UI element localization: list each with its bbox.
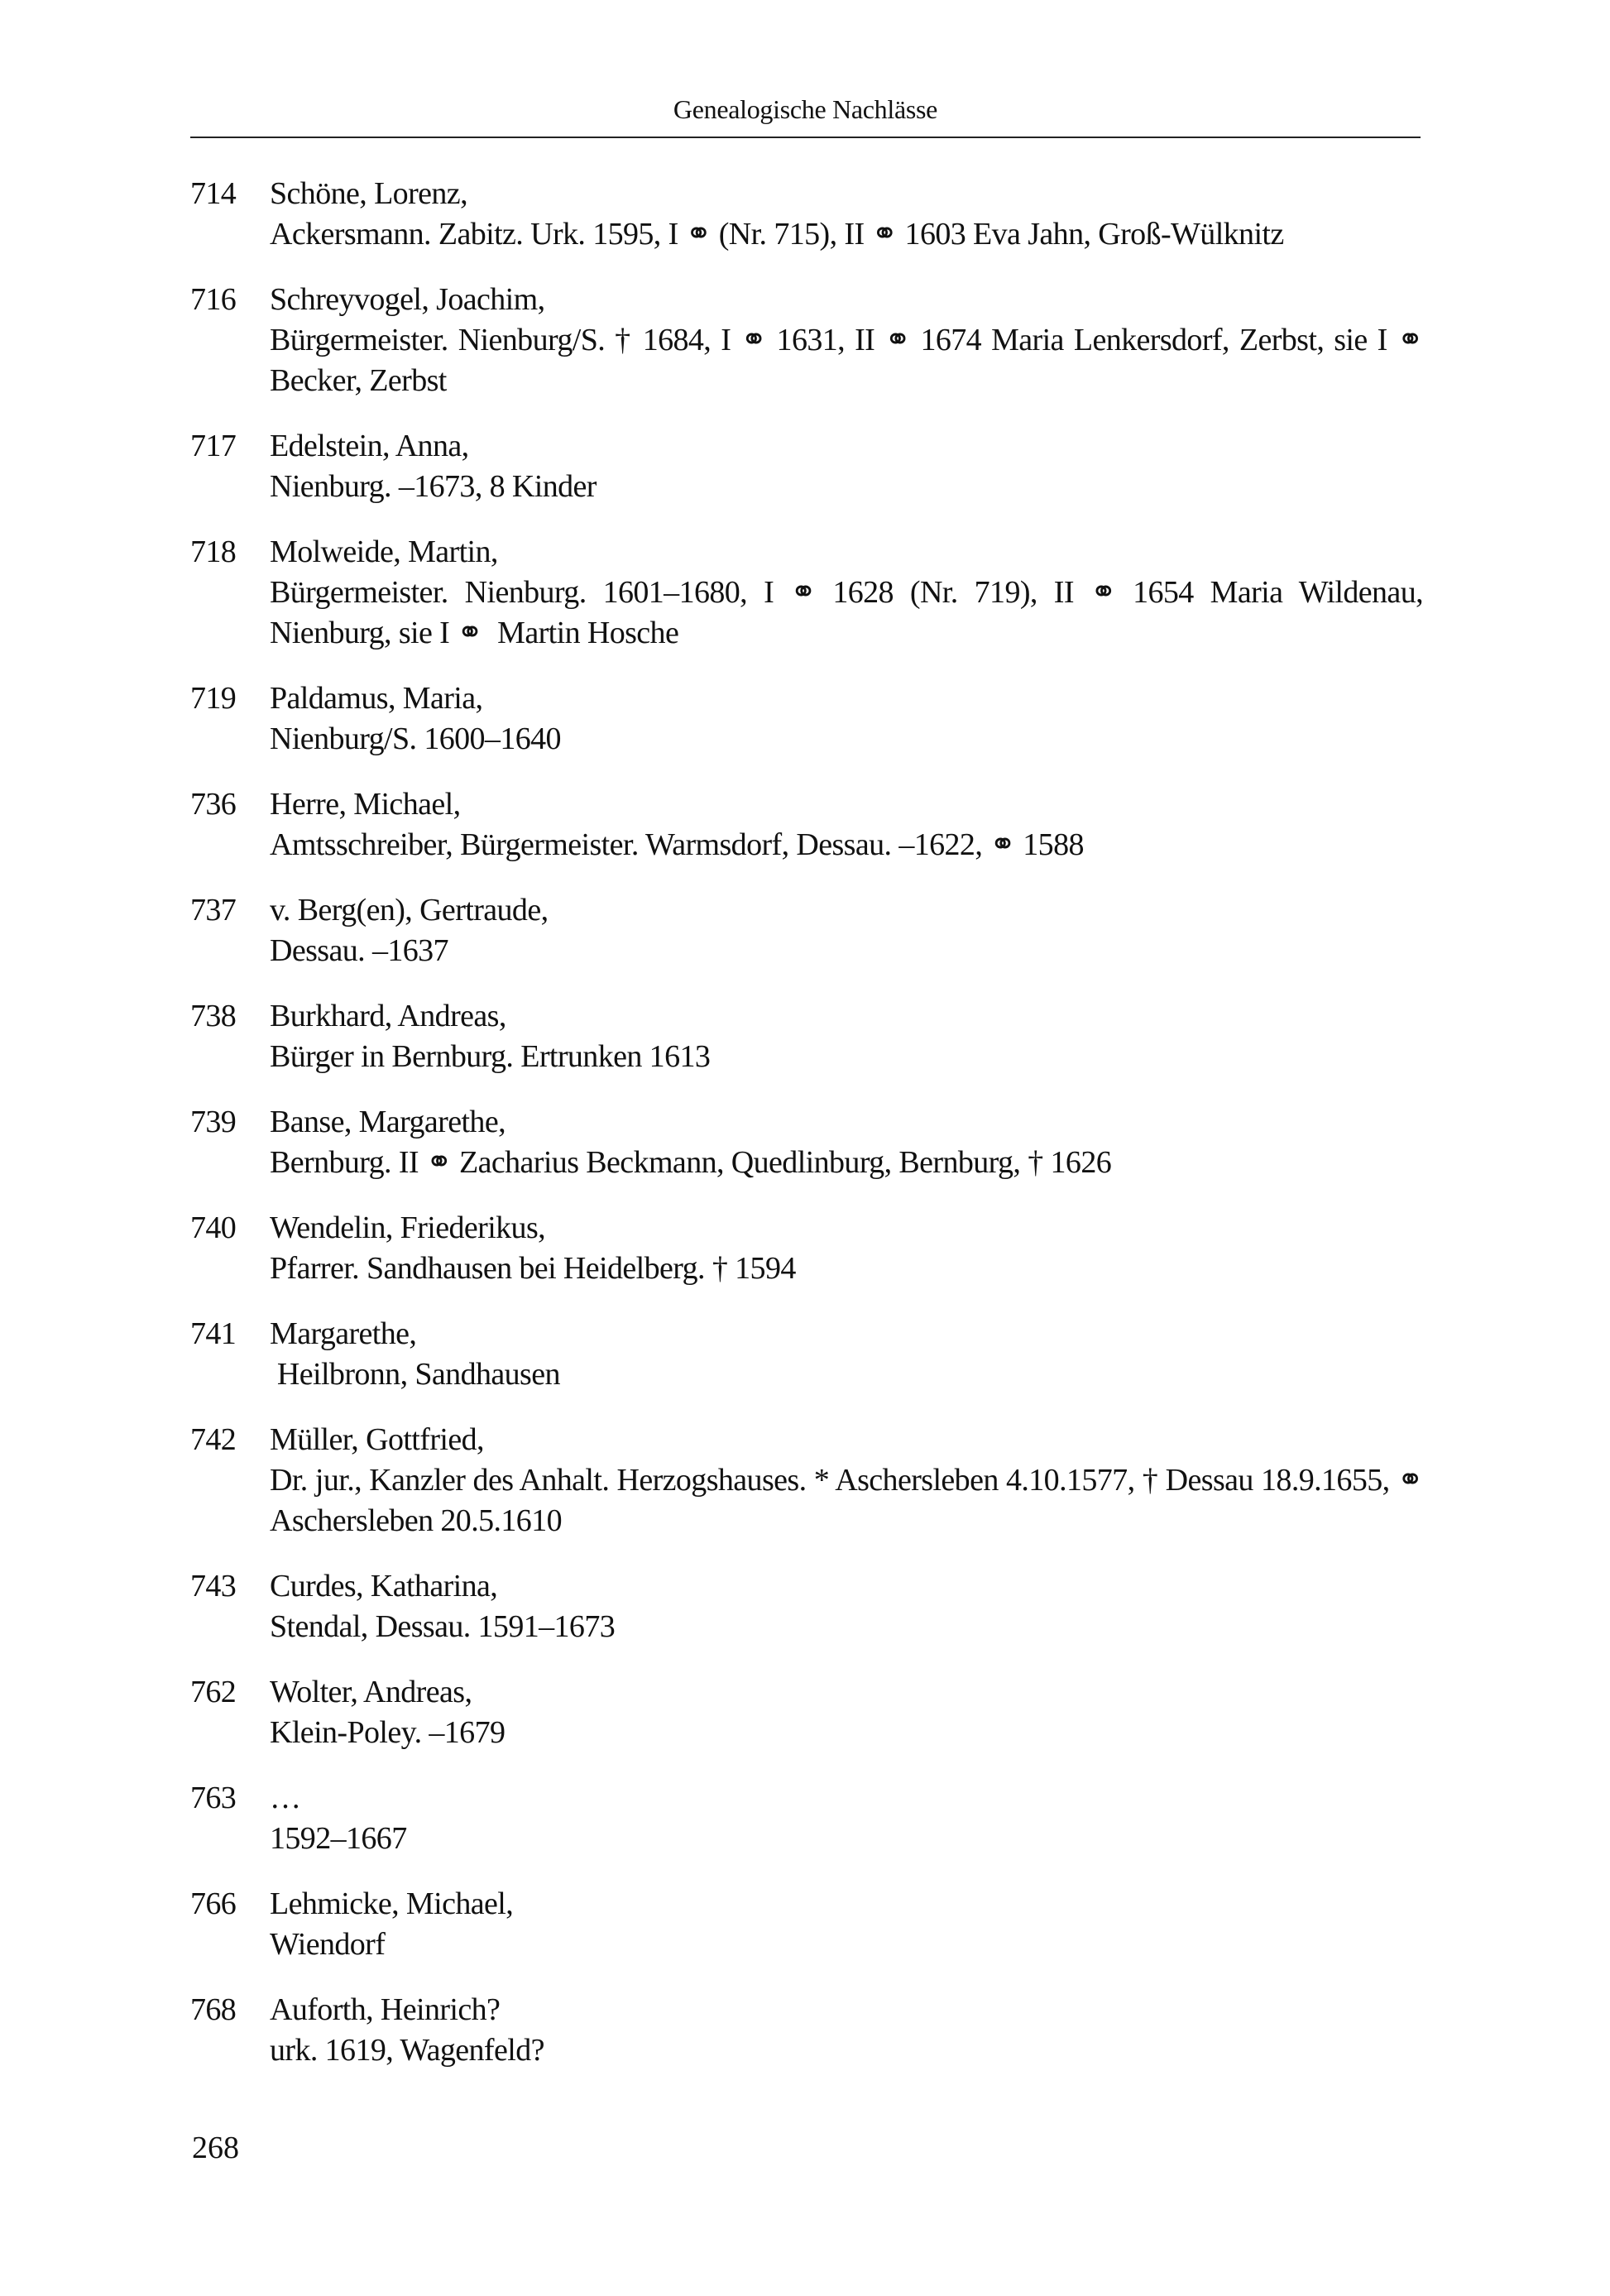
entry-name: Paldamus, Maria, bbox=[270, 681, 483, 716]
entry-details: Dessau. –1637 bbox=[270, 933, 448, 968]
header-rule-divider bbox=[190, 137, 1421, 138]
entry-number: 741 bbox=[190, 1316, 237, 1351]
entry-number: 716 bbox=[190, 282, 237, 317]
entry-name: Auforth, Heinrich? bbox=[270, 1992, 501, 2027]
entry-762 bbox=[190, 1672, 1423, 1753]
entry-719 bbox=[190, 678, 1423, 760]
entry-number: 719 bbox=[190, 681, 237, 716]
entry-body bbox=[270, 1102, 1423, 1183]
entry-number: 762 bbox=[190, 1675, 237, 1709]
entry-number: 739 bbox=[190, 1105, 237, 1139]
entry-details: Heilbronn, Sandhausen bbox=[270, 1357, 560, 1392]
entry-740 bbox=[190, 1208, 1423, 1289]
entry-766 bbox=[190, 1884, 1423, 1965]
entry-714 bbox=[190, 174, 1423, 255]
entry-name: Wolter, Andreas, bbox=[270, 1675, 472, 1709]
entry-737 bbox=[190, 890, 1423, 971]
entry-number: 738 bbox=[190, 999, 237, 1033]
entry-name: Schreyvogel, Joachim, bbox=[270, 282, 545, 317]
entry-details: Pfarrer. Sandhausen bei Heidelberg. † 1594 bbox=[270, 1251, 796, 1286]
entry-details: 1592–1667 bbox=[270, 1821, 407, 1856]
entry-name: v. Berg(en), Gertraude, bbox=[270, 893, 549, 928]
entry-name: Schöne, Lorenz, bbox=[270, 176, 467, 211]
entry-number: 742 bbox=[190, 1422, 237, 1457]
entry-body bbox=[270, 1884, 1423, 1965]
entry-768 bbox=[190, 1990, 1423, 2071]
entry-718 bbox=[190, 532, 1430, 654]
entry-body bbox=[270, 678, 1423, 760]
entry-number: 737 bbox=[190, 893, 237, 928]
entry-body bbox=[270, 1672, 1423, 1753]
entry-number: 714 bbox=[190, 176, 237, 211]
entry-716 bbox=[190, 280, 1430, 401]
entry-details: Nienburg. –1673, 8 Kinder bbox=[270, 469, 597, 504]
entry-details: Dr. jur., Kanzler des Anhalt. Herzogshauses. * Aschersleben 4.10.1577, † Dessau 18.9.1655, ⚭ Aschersleben 20.5.1610 bbox=[270, 1463, 1429, 1538]
entry-name: Margarethe, bbox=[270, 1316, 417, 1351]
entry-details: Ackersmann. Zabitz. Urk. 1595, I ⚭ (Nr. 715), II ⚭ 1603 Eva Jahn, Groß-Wülknitz bbox=[270, 217, 1284, 252]
entry-body bbox=[270, 174, 1423, 255]
entry-742 bbox=[190, 1420, 1429, 1541]
page-number: 268 bbox=[192, 2131, 239, 2165]
entry-name: Müller, Gottfried, bbox=[270, 1422, 484, 1457]
entry-details: Bürger in Bernburg. Ertrunken 1613 bbox=[270, 1039, 711, 1074]
entry-717 bbox=[190, 426, 1423, 507]
entry-body bbox=[270, 890, 1423, 971]
entry-number: 763 bbox=[190, 1781, 237, 1815]
entry-741 bbox=[190, 1314, 1423, 1395]
entry-details: Bürgermeister. Nienburg. 1601–1680, I ⚭ 1628 (Nr. 719), II ⚭ 1654 Maria Wildenau, Nienburg, sie I ⚭ Martin Hosche bbox=[270, 575, 1430, 650]
entry-name: Edelstein, Anna, bbox=[270, 429, 469, 463]
entry-body bbox=[270, 1566, 1423, 1647]
entry-number: 743 bbox=[190, 1569, 237, 1603]
entry-number: 766 bbox=[190, 1886, 237, 1921]
running-head-title: Genealogische Nachlässe bbox=[673, 94, 938, 124]
entry-number: 768 bbox=[190, 1992, 237, 2027]
entry-body bbox=[270, 532, 1430, 654]
entry-736 bbox=[190, 784, 1423, 865]
entry-name: Banse, Margarethe, bbox=[270, 1105, 506, 1139]
entry-body bbox=[270, 1778, 1423, 1859]
entry-details: Amtsschreiber, Bürgermeister. Warmsdorf, Dessau. –1622, ⚭ 1588 bbox=[270, 827, 1084, 862]
entry-list bbox=[190, 174, 1430, 2096]
entry-details: Wiendorf bbox=[270, 1927, 386, 1962]
entry-739 bbox=[190, 1102, 1423, 1183]
entry-body bbox=[270, 1420, 1429, 1541]
entry-details: Bernburg. II ⚭ Zacharius Beckmann, Quedlinburg, Bernburg, † 1626 bbox=[270, 1145, 1112, 1180]
entry-number: 718 bbox=[190, 534, 237, 569]
entry-name: … bbox=[270, 1781, 301, 1815]
entry-body bbox=[270, 426, 1423, 507]
entry-details: Klein-Poley. –1679 bbox=[270, 1715, 506, 1750]
entry-name: Lehmicke, Michael, bbox=[270, 1886, 514, 1921]
entry-body bbox=[270, 784, 1423, 865]
entry-738 bbox=[190, 996, 1423, 1077]
entry-details: Stendal, Dessau. 1591–1673 bbox=[270, 1609, 616, 1644]
entry-name: Wendelin, Friederikus, bbox=[270, 1210, 546, 1245]
entry-name: Herre, Michael, bbox=[270, 787, 461, 822]
entry-details: urk. 1619, Wagenfeld? bbox=[270, 2033, 544, 2068]
entry-number: 740 bbox=[190, 1210, 237, 1245]
entry-body bbox=[270, 1208, 1423, 1289]
entry-name: Burkhard, Andreas, bbox=[270, 999, 506, 1033]
entry-name: Molweide, Martin, bbox=[270, 534, 498, 569]
entry-name: Curdes, Katharina, bbox=[270, 1569, 498, 1603]
entry-743 bbox=[190, 1566, 1423, 1647]
entry-body bbox=[270, 280, 1430, 401]
entry-number: 717 bbox=[190, 429, 237, 463]
entry-body bbox=[270, 996, 1423, 1077]
entry-763 bbox=[190, 1778, 1423, 1859]
entry-body bbox=[270, 1314, 1423, 1395]
entry-details: Nienburg/S. 1600–1640 bbox=[270, 721, 561, 756]
entry-body bbox=[270, 1990, 1423, 2071]
entry-details: Bürgermeister. Nienburg/S. † 1684, I ⚭ 1631, II ⚭ 1674 Maria Lenkersdorf, Zerbst, sie I ⚭ Becker, Zerbst bbox=[270, 323, 1430, 398]
entry-number: 736 bbox=[190, 787, 237, 822]
